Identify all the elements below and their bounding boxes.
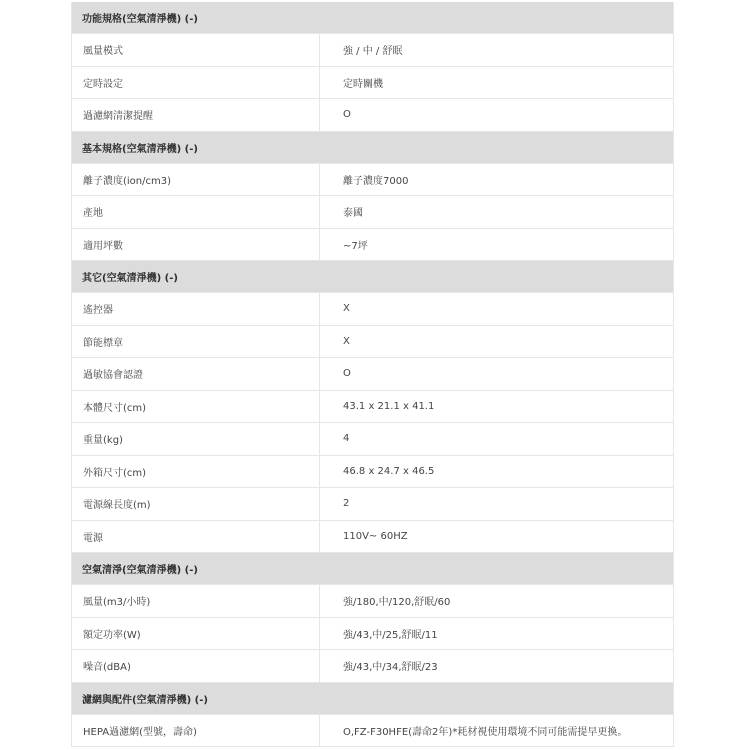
row-label: 離子濃度(ion/cm3) — [72, 164, 320, 196]
table-row — [72, 229, 673, 262]
row-value: 46.8 x 24.7 x 46.5 — [343, 465, 435, 477]
row-value: 強/180,中/120,舒眠/60 — [343, 597, 451, 609]
row-label: 過敏協會認證 — [72, 358, 320, 390]
table-row — [72, 521, 673, 554]
table-row — [72, 423, 673, 456]
row-value: 離子濃度7000 — [343, 175, 409, 187]
table-row — [72, 326, 673, 359]
row-label: 過濾網清潔提醒 — [72, 99, 320, 131]
table-row — [72, 618, 673, 651]
table-row — [72, 34, 673, 67]
row-label: 外箱尺寸(cm) — [72, 456, 320, 488]
row-label: 電源 — [72, 521, 320, 553]
table-row — [72, 358, 673, 391]
table-row — [72, 488, 673, 521]
row-value: 定時關機 — [343, 78, 383, 90]
row-value: X — [343, 303, 350, 315]
row-value: 強 / 中 / 舒眠 — [343, 46, 403, 58]
row-label: 風量(m3/小時) — [72, 585, 320, 617]
section-header-basic: 基本規格(空氣清淨機) (-) — [72, 132, 673, 164]
row-value: O — [343, 109, 351, 121]
section-header-other: 其它(空氣清淨機) (-) — [72, 261, 673, 293]
section-header-filter-accessories: 濾網與配件(空氣清淨機) (-) — [72, 683, 673, 715]
row-value: 泰國 — [343, 208, 363, 220]
row-value: X — [343, 335, 350, 347]
table-row — [72, 715, 673, 748]
row-label: 風量模式 — [72, 34, 320, 66]
row-value: 43.1 x 21.1 x 41.1 — [343, 400, 435, 412]
row-value: ~7坪 — [343, 240, 368, 252]
row-label: 節能標章 — [72, 326, 320, 358]
row-value: 強/43,中/25,舒眠/11 — [343, 629, 438, 641]
row-label: 遙控器 — [72, 293, 320, 325]
table-row — [72, 456, 673, 489]
table-row — [72, 196, 673, 229]
row-value: 110V~ 60HZ — [343, 530, 408, 542]
table-row — [72, 650, 673, 683]
table-row — [72, 585, 673, 618]
table-row — [72, 99, 673, 132]
row-value: 2 — [343, 498, 350, 510]
row-value: 4 — [343, 433, 350, 445]
table-row — [72, 391, 673, 424]
row-label: 額定功率(W) — [72, 618, 320, 650]
row-value: O,FZ-F30HFE(壽命2年)*耗材視使用環境不同可能需提早更換。 — [343, 726, 628, 738]
row-label: 產地 — [72, 196, 320, 228]
row-value: O — [343, 368, 351, 380]
row-label: HEPA過濾網(型號，壽命) — [72, 715, 320, 747]
table-row — [72, 67, 673, 100]
section-header-function: 功能規格(空氣清淨機) (-) — [72, 2, 673, 34]
row-label: 重量(kg) — [72, 423, 320, 455]
row-label: 定時設定 — [72, 67, 320, 99]
row-label: 本體尺寸(cm) — [72, 391, 320, 423]
row-value: 強/43,中/34,舒眠/23 — [343, 662, 438, 674]
spec-table — [71, 2, 674, 747]
table-row — [72, 293, 673, 326]
row-label: 適用坪數 — [72, 229, 320, 261]
row-label: 電源線長度(m) — [72, 488, 320, 520]
section-header-air-purify: 空氣清淨(空氣清淨機) (-) — [72, 553, 673, 585]
row-label: 噪音(dBA) — [72, 650, 320, 682]
table-row — [72, 164, 673, 197]
